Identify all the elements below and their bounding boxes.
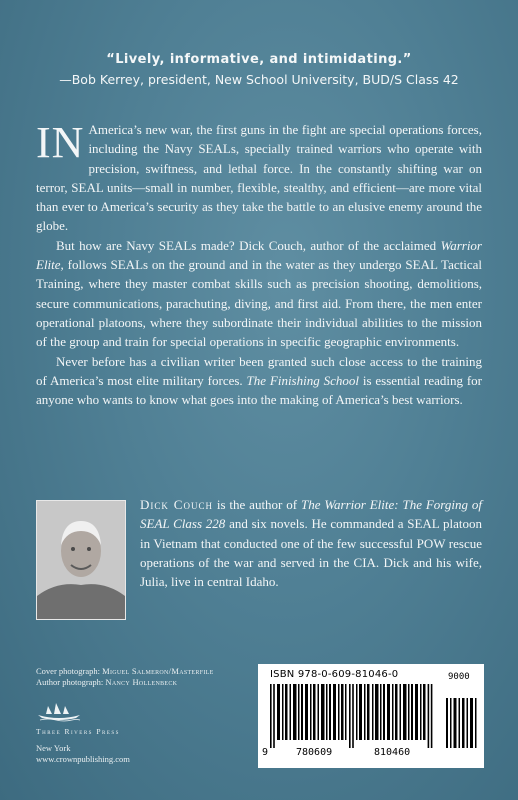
author-name: Dick Couch (140, 497, 213, 512)
p2-text-b: follows SEALs on the ground and in the water as they undergo SEAL Tactical Training, where they master combat skills such as precision shooting, demolitions, secure communications, parachuting, diving, and first aid. From there, the men enter operational platoons, where they subordinate their individual abilities to the mission of the group and train for special operations in specific geographic environments. (36, 257, 482, 350)
p2-text-a: But how are Navy SEALs made? Dick Couch, author of the acclaimed (56, 237, 441, 253)
isbn-text: ISBN 978-0-609-81046-0 (270, 669, 399, 680)
blurb-paragraph-2 (36, 236, 482, 352)
author-book-title: The Warrior Elite: The Forging of SEAL Class 228 (140, 497, 482, 532)
photo-credits (36, 666, 276, 688)
author-credit-name: Nancy Hollenbeck (105, 677, 178, 687)
p3-book-title: The Finishing School (246, 372, 359, 388)
publisher-city: New York (36, 743, 71, 753)
publisher-url: www.crownpublishing.com (36, 754, 130, 764)
author-portrait-icon (37, 501, 125, 619)
author-bio-a: is the author of (212, 497, 301, 512)
barcode-icon (270, 684, 480, 748)
p3-text-a: Never before has a civilian writer been granted such close access to the training of America’s most elite military forces. (36, 353, 482, 388)
author-bio (140, 495, 482, 591)
author-credit (36, 677, 276, 688)
quote-attribution: —Bob Kerrey, president, New School University, BUD/S Class 42 (59, 72, 459, 87)
cover-credit-name: Miguel Salmeron/Masterfile (102, 666, 214, 676)
barcode-group-1: 780609 (296, 747, 333, 758)
blurb-body (36, 120, 482, 409)
publisher-block (36, 700, 196, 765)
author-credit-label: Author photograph: (36, 677, 106, 687)
endorsement-quote (0, 50, 518, 90)
barcode-group-2: 810460 (374, 747, 411, 758)
cover-credit (36, 666, 276, 677)
p1-text: America’s new war, the first guns in the fight are special operations forces, including the Navy SEALs, specially trained warriors who operate with precision, swiftness, and lethal force. In the constantly shifting war on terror, SEAL units—small in number, flexible, stealthy, and efficient—are more vital than ever to America’s security as they take the battle to an elusive enemy around the globe. (36, 122, 482, 234)
barcode-addon: 9000 (448, 672, 470, 682)
blurb-paragraph-1 (36, 120, 482, 236)
barcode-panel (258, 664, 484, 768)
boat-logo-icon (36, 700, 82, 722)
p3-text-b: is essential reading for anyone who wants to know what goes into the making of America’s best warriors. (36, 372, 483, 408)
drop-cap: IN (36, 118, 85, 167)
barcode-lead-digit: 9 (262, 747, 269, 758)
author-photo (36, 500, 126, 620)
quote-text: “Lively, informative, and intimidating.” (106, 52, 412, 67)
blurb-paragraph-3 (36, 352, 482, 410)
author-bio-b: and six novels. He commanded a SEAL platoon in Vietnam that conducted one of the few successful POW rescue operations of the war and served in the CIA. Dick and his wife, Julia, live in central Idaho. (140, 516, 483, 590)
publisher-name: Three Rivers Press (36, 727, 120, 736)
p2-book-title: Warrior Elite, (36, 237, 482, 273)
cover-credit-label: Cover photograph: (36, 666, 103, 676)
